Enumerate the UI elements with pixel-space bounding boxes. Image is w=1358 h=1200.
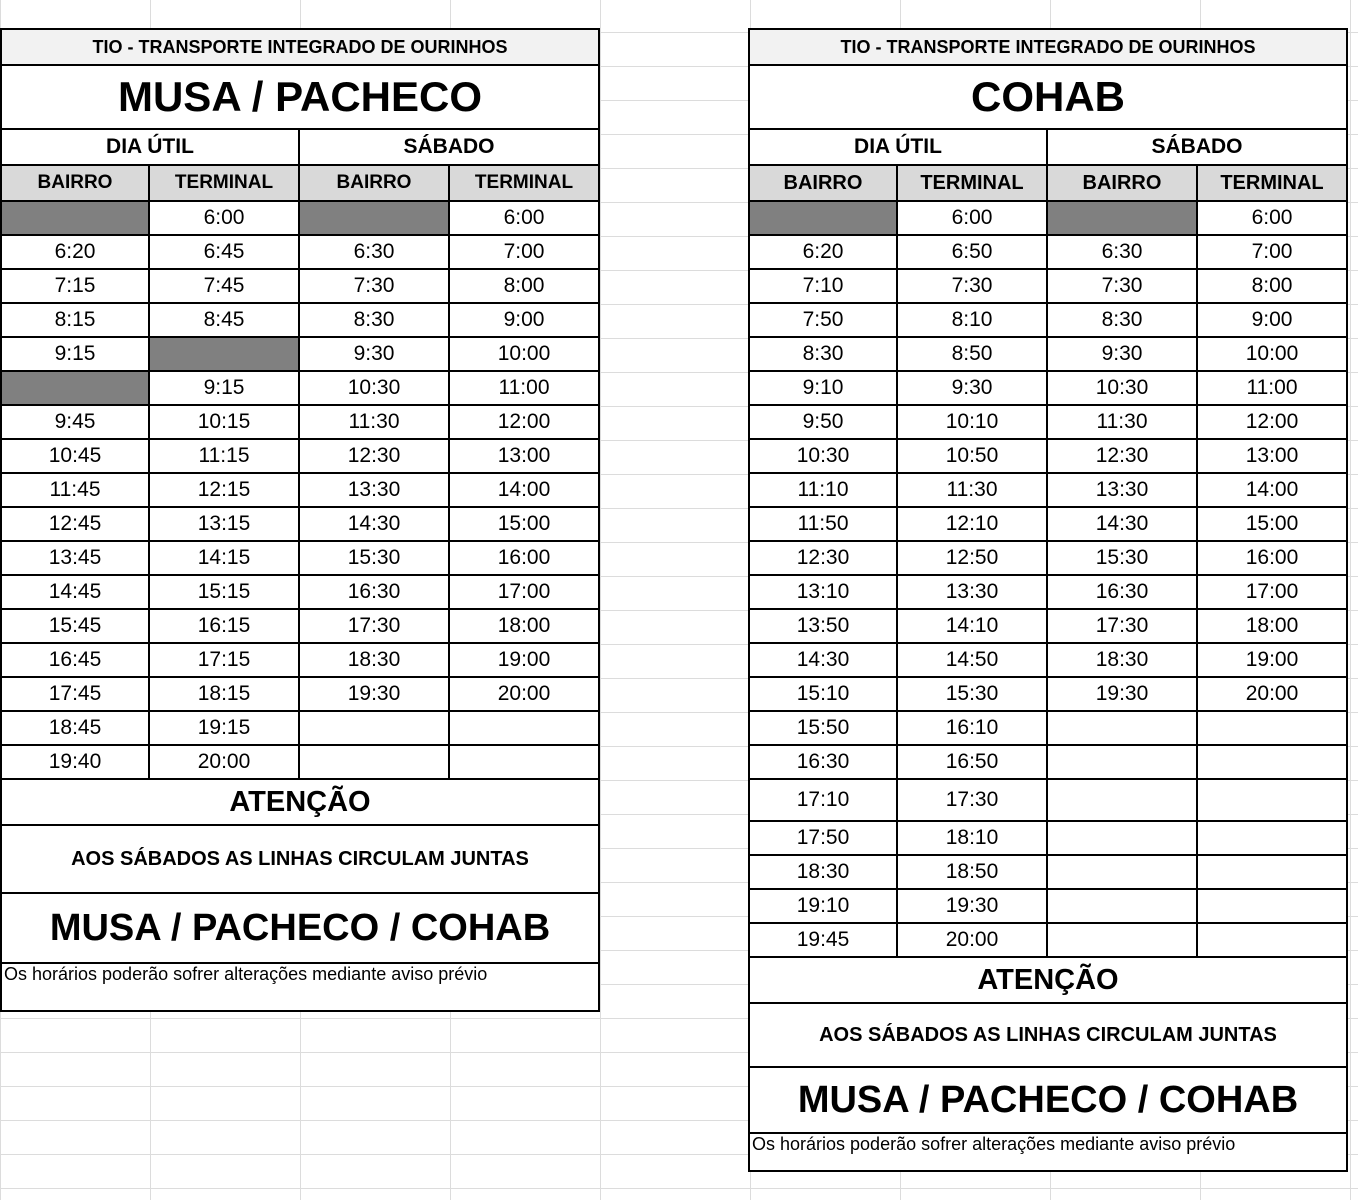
time-cell-bairro-weekday: 6:20 [0,236,150,268]
time-cell-bairro-weekday: 14:30 [748,644,898,676]
time-cell-bairro-saturday [1048,746,1198,778]
table-row [0,304,600,338]
time-cell-bairro-saturday [300,746,450,778]
time-cell-bairro-saturday: 17:30 [300,610,450,642]
table-row [748,822,1348,856]
table-row [748,304,1348,338]
time-cell-bairro-saturday: 8:30 [300,304,450,336]
time-cell-terminal-saturday: 16:00 [1198,542,1348,574]
time-cell-bairro-weekday: 6:20 [748,236,898,268]
time-cell-bairro-weekday: 15:10 [748,678,898,710]
time-cell-bairro-weekday: 17:10 [748,780,898,820]
column-header-bairro: BAIRRO [1048,166,1198,200]
time-cell-bairro-weekday: 7:10 [748,270,898,302]
time-cell-bairro-weekday: 9:45 [0,406,150,438]
time-cell-bairro-saturday: 7:30 [1048,270,1198,302]
time-cell-terminal-saturday [1198,780,1348,820]
table-row [0,202,600,236]
combined-lines-title: MUSA / PACHECO / COHAB [0,894,600,962]
time-cell-terminal-saturday: 17:00 [450,576,600,608]
time-cell-terminal-weekday: 14:50 [898,644,1048,676]
time-cell-bairro-saturday: 18:30 [300,644,450,676]
table-row [748,542,1348,576]
time-cell-terminal-saturday: 6:00 [1198,202,1348,234]
time-cell-bairro-weekday: 13:50 [748,610,898,642]
time-cell-bairro-weekday: 8:15 [0,304,150,336]
table-row [748,406,1348,440]
combined-lines-title: MUSA / PACHECO / COHAB [748,1068,1348,1132]
time-cell-bairro-saturday: 17:30 [1048,610,1198,642]
time-cell-bairro-saturday: 16:30 [300,576,450,608]
panel-header [0,28,600,66]
time-cell-terminal-saturday: 13:00 [1198,440,1348,472]
time-cell-terminal-weekday: 11:15 [150,440,300,472]
time-cell-bairro-saturday: 19:30 [1048,678,1198,710]
time-cell-terminal-saturday: 7:00 [450,236,600,268]
time-cell-terminal-weekday: 6:00 [150,202,300,234]
time-cell-bairro-weekday: 15:45 [0,610,150,642]
time-cell-terminal-weekday: 8:50 [898,338,1048,370]
attention-heading: ATENÇÃO [0,780,600,824]
time-cell-terminal-saturday: 15:00 [1198,508,1348,540]
time-cell-terminal-saturday: 6:00 [450,202,600,234]
route-title-row [748,66,1348,130]
time-cell-terminal-saturday: 17:00 [1198,576,1348,608]
time-cell-bairro-weekday: 10:30 [748,440,898,472]
header-text: TIO - TRANSPORTE INTEGRADO DE OURINHOS [0,30,600,64]
time-cell-terminal-weekday: 10:10 [898,406,1048,438]
weekday-label: DIA ÚTIL [0,130,300,164]
table-row [748,856,1348,890]
column-header-terminal: TERMINAL [1198,166,1348,200]
time-cell-terminal-weekday: 12:15 [150,474,300,506]
time-cell-terminal-saturday: 13:00 [450,440,600,472]
time-cell-bairro-saturday: 14:30 [1048,508,1198,540]
panel-header [748,28,1348,66]
column-header-row [748,166,1348,202]
time-cell-bairro-saturday: 14:30 [300,508,450,540]
table-row [0,236,600,270]
time-cell-terminal-saturday [450,712,600,744]
table-row [748,372,1348,406]
time-cell-terminal-weekday: 14:15 [150,542,300,574]
saturday-label: SÁBADO [1048,130,1348,164]
column-header-row [0,166,600,202]
time-cell-terminal-weekday: 14:10 [898,610,1048,642]
time-cell-bairro-saturday [1048,890,1198,922]
column-header-bairro: BAIRRO [748,166,898,200]
attention-heading: ATENÇÃO [748,958,1348,1002]
time-cell-terminal-saturday: 8:00 [1198,270,1348,302]
route-title: MUSA / PACHECO [0,66,600,128]
time-cell-terminal-saturday: 9:00 [450,304,600,336]
footer-note: Os horários poderão sofrer alterações mediante aviso prévio [752,1134,1236,1154]
time-cell-bairro-weekday [0,202,150,234]
attention-row [748,958,1348,1004]
table-row [748,270,1348,304]
time-cell-bairro-weekday: 7:50 [748,304,898,336]
schedule-panel-cohab [748,28,1348,1172]
time-cell-terminal-saturday: 20:00 [450,678,600,710]
time-cell-bairro-weekday: 11:10 [748,474,898,506]
time-cell-terminal-saturday: 9:00 [1198,304,1348,336]
time-cell-terminal-saturday: 19:00 [1198,644,1348,676]
time-cell-terminal-weekday: 9:30 [898,372,1048,404]
time-cell-bairro-weekday: 19:40 [0,746,150,778]
time-cell-terminal-saturday: 11:00 [1198,372,1348,404]
combined-lines-row [748,1068,1348,1134]
time-cell-bairro-weekday: 19:10 [748,890,898,922]
time-cell-terminal-saturday [1198,856,1348,888]
time-cell-bairro-weekday: 17:50 [748,822,898,854]
table-row [748,576,1348,610]
time-cell-bairro-saturday: 11:30 [300,406,450,438]
schedule-panel-musa-pacheco [0,28,600,1012]
table-row [0,270,600,304]
time-cell-terminal-saturday [1198,712,1348,744]
footer-note: Os horários poderão sofrer alterações mediante aviso prévio [4,964,488,984]
time-cell-terminal-weekday: 8:10 [898,304,1048,336]
time-cell-bairro-weekday: 9:15 [0,338,150,370]
timetable-body [0,202,600,780]
time-cell-terminal-weekday: 19:30 [898,890,1048,922]
time-cell-bairro-weekday: 7:15 [0,270,150,302]
saturday-note-row [748,1004,1348,1068]
day-header-row [0,130,600,166]
time-cell-bairro-weekday: 12:45 [0,508,150,540]
time-cell-bairro-saturday: 10:30 [300,372,450,404]
time-cell-bairro-saturday: 12:30 [300,440,450,472]
time-cell-bairro-weekday: 8:30 [748,338,898,370]
table-row [748,924,1348,958]
time-cell-terminal-weekday: 16:15 [150,610,300,642]
time-cell-bairro-weekday: 19:45 [748,924,898,956]
time-cell-bairro-saturday: 7:30 [300,270,450,302]
time-cell-bairro-weekday [748,202,898,234]
timetable-body [748,202,1348,958]
time-cell-terminal-saturday: 12:00 [1198,406,1348,438]
time-cell-bairro-saturday [1048,712,1198,744]
time-cell-bairro-saturday: 11:30 [1048,406,1198,438]
time-cell-terminal-weekday: 20:00 [898,924,1048,956]
table-row [0,576,600,610]
time-cell-terminal-weekday: 6:00 [898,202,1048,234]
time-cell-bairro-weekday: 10:45 [0,440,150,472]
time-cell-terminal-weekday: 11:30 [898,474,1048,506]
time-cell-bairro-weekday: 14:45 [0,576,150,608]
time-cell-terminal-saturday: 19:00 [450,644,600,676]
time-cell-terminal-weekday: 8:45 [150,304,300,336]
table-row [0,610,600,644]
table-row [748,746,1348,780]
time-cell-terminal-weekday: 15:30 [898,678,1048,710]
table-row [0,406,600,440]
time-cell-bairro-weekday: 11:45 [0,474,150,506]
time-cell-terminal-weekday: 12:50 [898,542,1048,574]
time-cell-terminal-saturday [1198,746,1348,778]
time-cell-terminal-weekday: 10:50 [898,440,1048,472]
time-cell-terminal-saturday: 15:00 [450,508,600,540]
table-row [0,440,600,474]
time-cell-terminal-weekday: 17:15 [150,644,300,676]
footer-note-row [748,1134,1348,1172]
time-cell-bairro-saturday: 13:30 [300,474,450,506]
time-cell-terminal-saturday: 20:00 [1198,678,1348,710]
table-row [0,644,600,678]
time-cell-terminal-weekday: 16:10 [898,712,1048,744]
time-cell-bairro-saturday: 15:30 [300,542,450,574]
saturday-note-row [0,826,600,894]
time-cell-bairro-saturday [1048,202,1198,234]
time-cell-bairro-saturday [1048,780,1198,820]
time-cell-bairro-weekday: 18:30 [748,856,898,888]
time-cell-terminal-saturday: 7:00 [1198,236,1348,268]
column-header-terminal: TERMINAL [450,166,600,200]
time-cell-terminal-weekday: 12:10 [898,508,1048,540]
time-cell-terminal-saturday: 14:00 [450,474,600,506]
time-cell-terminal-saturday [1198,890,1348,922]
time-cell-terminal-weekday: 13:30 [898,576,1048,608]
table-row [748,890,1348,924]
time-cell-bairro-weekday: 11:50 [748,508,898,540]
time-cell-terminal-weekday: 16:50 [898,746,1048,778]
weekday-label: DIA ÚTIL [748,130,1048,164]
time-cell-bairro-saturday [300,712,450,744]
time-cell-terminal-saturday: 11:00 [450,372,600,404]
time-cell-bairro-weekday: 13:10 [748,576,898,608]
saturday-note: AOS SÁBADOS AS LINHAS CIRCULAM JUNTAS [0,826,600,892]
time-cell-terminal-weekday: 17:30 [898,780,1048,820]
time-cell-terminal-saturday [450,746,600,778]
time-cell-bairro-saturday: 8:30 [1048,304,1198,336]
time-cell-bairro-weekday: 13:45 [0,542,150,574]
time-cell-bairro-saturday [1048,924,1198,956]
time-cell-terminal-weekday: 10:15 [150,406,300,438]
time-cell-terminal-saturday: 18:00 [450,610,600,642]
time-cell-bairro-weekday: 16:45 [0,644,150,676]
time-cell-bairro-saturday: 19:30 [300,678,450,710]
table-row [748,202,1348,236]
time-cell-terminal-saturday: 18:00 [1198,610,1348,642]
time-cell-bairro-saturday [1048,856,1198,888]
time-cell-bairro-saturday: 6:30 [1048,236,1198,268]
table-row [748,644,1348,678]
time-cell-terminal-weekday: 9:15 [150,372,300,404]
time-cell-bairro-saturday: 9:30 [1048,338,1198,370]
saturday-label: SÁBADO [300,130,600,164]
table-row [748,780,1348,822]
time-cell-bairro-saturday [300,202,450,234]
day-header-row [748,130,1348,166]
time-cell-bairro-weekday: 18:45 [0,712,150,744]
table-row [748,338,1348,372]
route-title-row [0,66,600,130]
time-cell-bairro-saturday: 15:30 [1048,542,1198,574]
time-cell-terminal-saturday: 12:00 [450,406,600,438]
route-title: COHAB [748,66,1348,128]
table-row [748,678,1348,712]
table-row [0,712,600,746]
time-cell-terminal-weekday: 7:45 [150,270,300,302]
time-cell-bairro-saturday: 12:30 [1048,440,1198,472]
column-header-bairro: BAIRRO [0,166,150,200]
table-row [0,678,600,712]
time-cell-terminal-weekday: 19:15 [150,712,300,744]
table-row [748,508,1348,542]
time-cell-terminal-saturday: 8:00 [450,270,600,302]
time-cell-bairro-weekday: 17:45 [0,678,150,710]
column-header-terminal: TERMINAL [150,166,300,200]
time-cell-bairro-weekday [0,372,150,404]
table-row [0,746,600,780]
saturday-note: AOS SÁBADOS AS LINHAS CIRCULAM JUNTAS [748,1004,1348,1066]
time-cell-terminal-saturday [1198,822,1348,854]
table-row [0,372,600,406]
time-cell-terminal-saturday: 14:00 [1198,474,1348,506]
combined-lines-row [0,894,600,964]
time-cell-bairro-weekday: 9:10 [748,372,898,404]
table-row [0,542,600,576]
time-cell-bairro-weekday: 12:30 [748,542,898,574]
time-cell-terminal-weekday: 13:15 [150,508,300,540]
column-header-bairro: BAIRRO [300,166,450,200]
time-cell-terminal-weekday: 18:15 [150,678,300,710]
time-cell-bairro-weekday: 15:50 [748,712,898,744]
time-cell-bairro-saturday [1048,822,1198,854]
table-row [0,338,600,372]
time-cell-terminal-weekday: 7:30 [898,270,1048,302]
table-row [748,440,1348,474]
time-cell-bairro-saturday: 6:30 [300,236,450,268]
attention-row [0,780,600,826]
time-cell-terminal-weekday: 6:50 [898,236,1048,268]
time-cell-bairro-weekday: 9:50 [748,406,898,438]
time-cell-terminal-saturday: 16:00 [450,542,600,574]
table-row [748,236,1348,270]
time-cell-bairro-saturday: 10:30 [1048,372,1198,404]
time-cell-bairro-saturday: 9:30 [300,338,450,370]
table-row [748,712,1348,746]
time-cell-terminal-saturday: 10:00 [450,338,600,370]
table-row [748,610,1348,644]
time-cell-terminal-saturday: 10:00 [1198,338,1348,370]
table-row [0,474,600,508]
table-row [0,508,600,542]
header-text: TIO - TRANSPORTE INTEGRADO DE OURINHOS [748,30,1348,64]
footer-note-row [0,964,600,1012]
time-cell-bairro-saturday: 18:30 [1048,644,1198,676]
time-cell-terminal-weekday: 18:10 [898,822,1048,854]
column-header-terminal: TERMINAL [898,166,1048,200]
time-cell-bairro-weekday: 16:30 [748,746,898,778]
time-cell-terminal-saturday [1198,924,1348,956]
time-cell-terminal-weekday: 6:45 [150,236,300,268]
time-cell-bairro-saturday: 13:30 [1048,474,1198,506]
time-cell-bairro-saturday: 16:30 [1048,576,1198,608]
time-cell-terminal-weekday: 20:00 [150,746,300,778]
time-cell-terminal-weekday: 15:15 [150,576,300,608]
time-cell-terminal-weekday [150,338,300,370]
table-row [748,474,1348,508]
time-cell-terminal-weekday: 18:50 [898,856,1048,888]
